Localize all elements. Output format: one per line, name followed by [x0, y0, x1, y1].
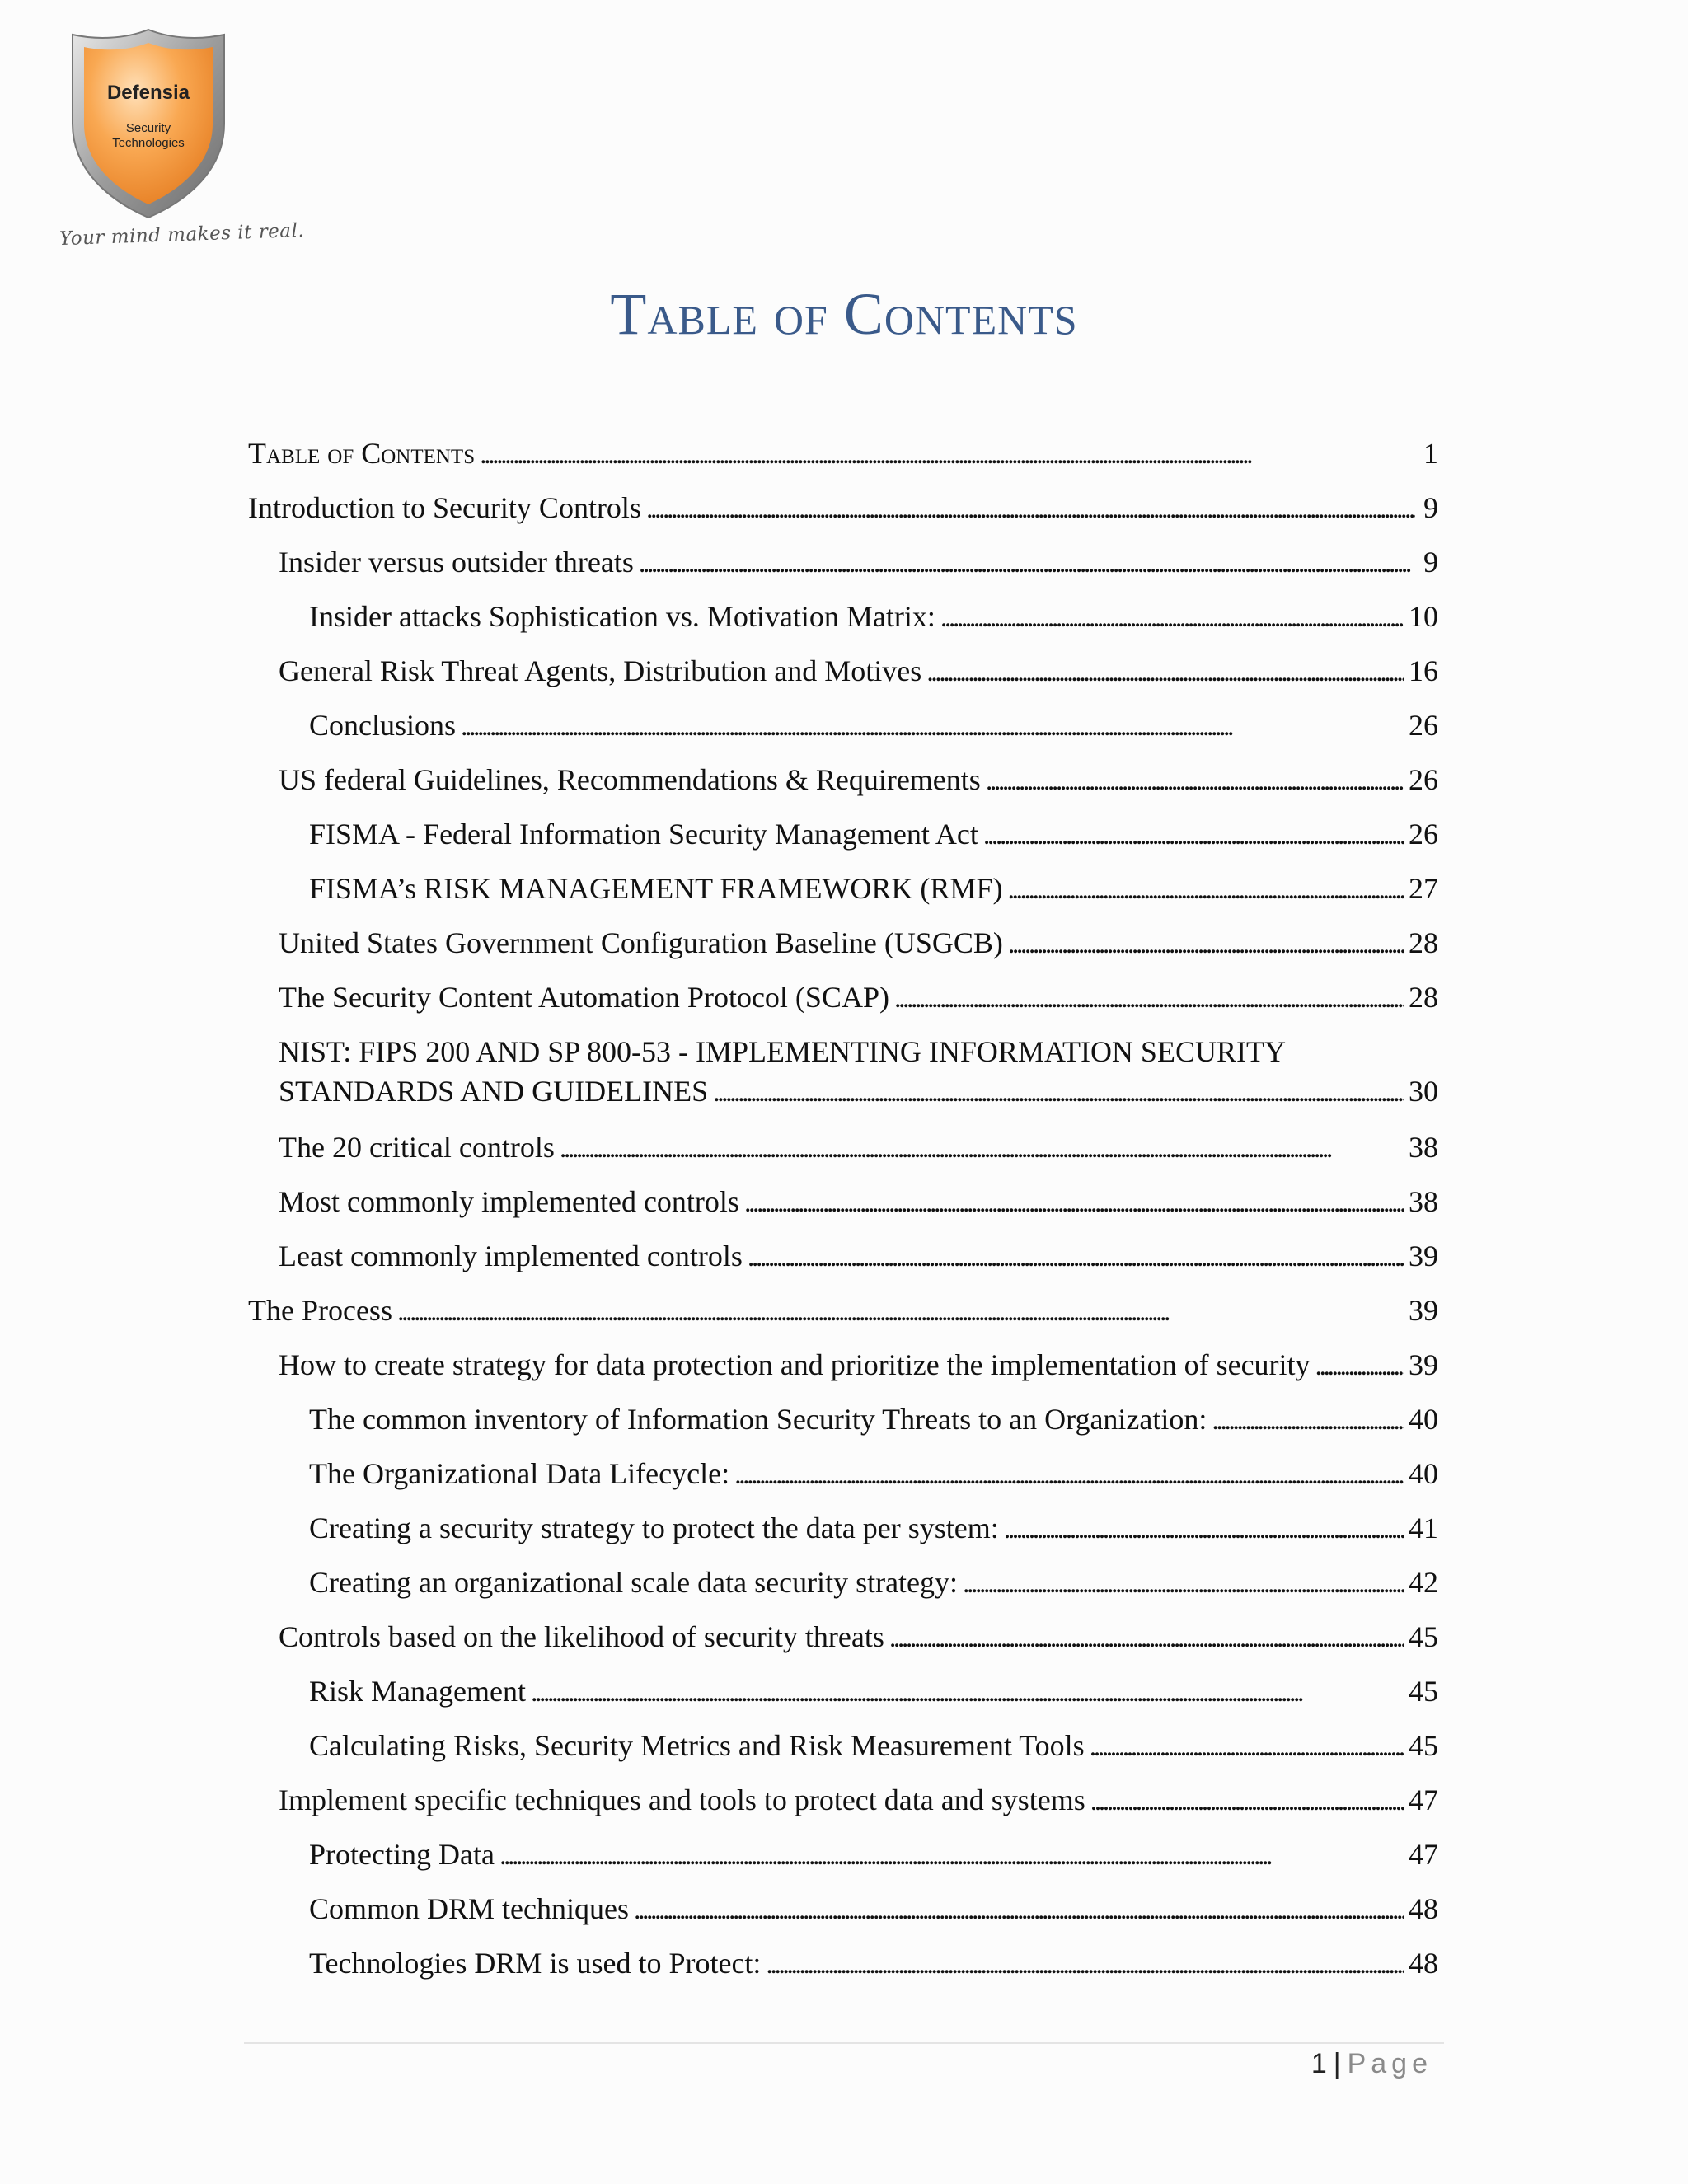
page-title: Table of Contents — [610, 281, 1078, 347]
shield-logo-icon — [49, 25, 247, 223]
toc-entry[interactable] — [248, 535, 1438, 589]
toc-entry[interactable] — [248, 752, 1438, 807]
toc-entry[interactable] — [248, 698, 1438, 752]
toc-entry[interactable] — [248, 1882, 1438, 1936]
toc-dot-leader — [766, 1936, 1404, 1992]
toc-page-number: 40 — [1409, 1403, 1438, 1436]
toc-entry[interactable] — [248, 1120, 1438, 1174]
toc-entry-title: Implement specific techniques and tools to protect data and systems — [279, 1783, 1085, 1816]
toc-dot-leader — [397, 1283, 1404, 1339]
toc-page-number: 26 — [1409, 763, 1438, 796]
toc-dot-leader — [1004, 1501, 1404, 1557]
toc-page-number: 41 — [1409, 1511, 1438, 1544]
toc-entry[interactable] — [248, 1555, 1438, 1610]
toc-dot-leader — [461, 698, 1404, 754]
toc-dot-leader — [926, 644, 1404, 700]
toc-page-number: 28 — [1409, 926, 1438, 959]
toc-entry-title: NIST: FIPS 200 AND SP 800-53 - IMPLEMENTING INFORMATION SECURITY — [279, 1035, 1286, 1068]
toc-entry-title: Table of Contents — [248, 437, 476, 470]
toc-dot-leader — [713, 1071, 1404, 1113]
toc-dot-leader — [499, 1827, 1404, 1883]
toc-entry-title: Creating an organizational scale data security strategy: — [309, 1566, 959, 1599]
toc-page-number: 10 — [1409, 600, 1438, 633]
logo-tagline: Your mind makes it real. — [59, 219, 305, 251]
toc-entry[interactable] — [248, 970, 1438, 1024]
toc-entry[interactable] — [248, 1024, 1438, 1120]
logo-sub2: Technologies — [112, 136, 185, 150]
toc-entry[interactable] — [248, 861, 1438, 916]
toc-dot-leader — [646, 480, 1415, 537]
toc-entry[interactable] — [248, 589, 1438, 644]
toc-entry[interactable] — [248, 807, 1438, 861]
toc-entry-title: The Security Content Automation Protocol (SCAP) — [279, 981, 889, 1014]
toc-page-number: 45 — [1409, 1620, 1438, 1653]
toc-dot-leader — [480, 426, 1415, 482]
toc-entry[interactable] — [248, 426, 1438, 480]
toc-dot-leader — [889, 1610, 1404, 1666]
toc-page-number: 42 — [1409, 1566, 1438, 1599]
toc-page-number: 16 — [1409, 654, 1438, 687]
toc-page-number: 9 — [1423, 491, 1438, 524]
toc-entry-title: How to create strategy for data protection and prioritize the implementation of security — [279, 1348, 1311, 1381]
toc-entry[interactable] — [248, 1283, 1438, 1338]
toc-entry-title: FISMA’s RISK MANAGEMENT FRAMEWORK (RMF) — [309, 872, 1003, 905]
footer-page-number: 1 — [1311, 2048, 1327, 2079]
toc-entry-line2 — [279, 1071, 1438, 1113]
toc-entry[interactable] — [248, 1773, 1438, 1827]
toc-dot-leader — [639, 535, 1415, 591]
toc-dot-leader — [744, 1174, 1404, 1230]
toc-entry-title: The 20 critical controls — [279, 1131, 555, 1164]
toc-entry[interactable] — [248, 1610, 1438, 1664]
logo-brand: Defensia — [106, 82, 190, 104]
page-footer — [1311, 2048, 1432, 2080]
toc-page-number: 48 — [1409, 1947, 1438, 1980]
toc-entry-title: Calculating Risks, Security Metrics and Risk Measurement Tools — [309, 1729, 1085, 1762]
toc-entry-title: Protecting Data — [309, 1838, 495, 1871]
toc-dot-leader — [531, 1664, 1404, 1720]
toc-dot-leader — [986, 752, 1404, 808]
toc-page-number: 26 — [1409, 709, 1438, 742]
toc-page-number: 28 — [1409, 981, 1438, 1014]
toc-page-number: 30 — [1409, 1075, 1438, 1108]
toc-entry[interactable] — [248, 480, 1438, 535]
footer-divider — [244, 2042, 1444, 2044]
toc-entry-title: Creating a security strategy to protect the data per system: — [309, 1511, 999, 1544]
toc-dot-leader — [940, 589, 1404, 645]
toc-entry[interactable] — [248, 1827, 1438, 1882]
toc-page-number: 1 — [1423, 437, 1438, 470]
toc-entry-title: Controls based on the likelihood of security threats — [279, 1620, 884, 1653]
toc-dot-leader — [894, 970, 1404, 1026]
toc-entry-title: The Process — [248, 1294, 392, 1327]
toc-entry-title: Insider versus outsider threats — [279, 546, 634, 579]
toc-page-number: 40 — [1409, 1457, 1438, 1490]
toc-entry-title: FISMA - Federal Information Security Management Act — [309, 818, 978, 851]
toc-page-number: 9 — [1423, 546, 1438, 579]
toc-entry-title: Technologies DRM is used to Protect: — [309, 1947, 762, 1980]
toc-entry-title: Most commonly implemented controls — [279, 1185, 739, 1218]
toc-entry-title: Insider attacks Sophistication vs. Motivation Matrix: — [309, 600, 935, 633]
toc-entry[interactable] — [248, 1501, 1438, 1555]
toc-entry[interactable] — [248, 1392, 1438, 1446]
company-logo — [49, 25, 247, 255]
toc-entry-title: Introduction to Security Controls — [248, 491, 641, 524]
toc-page-number: 47 — [1409, 1838, 1438, 1871]
toc-entry[interactable] — [248, 1174, 1438, 1229]
toc-entry-title: General Risk Threat Agents, Distribution and Motives — [279, 654, 922, 687]
toc-entry-title: Risk Management — [309, 1675, 526, 1708]
toc-dot-leader — [1090, 1773, 1404, 1829]
toc-entry[interactable] — [248, 1229, 1438, 1283]
toc-page-number: 38 — [1409, 1131, 1438, 1164]
toc-page-number: 39 — [1409, 1240, 1438, 1272]
toc-dot-leader — [734, 1446, 1404, 1502]
toc-page-number: 45 — [1409, 1729, 1438, 1762]
footer-page-label: Page — [1347, 2048, 1432, 2079]
toc-dot-leader — [1007, 861, 1404, 917]
toc-dot-leader — [560, 1120, 1404, 1176]
toc-page-number: 26 — [1409, 818, 1438, 851]
logo-sub1: Security — [125, 121, 171, 135]
toc-dot-leader — [748, 1229, 1404, 1285]
toc-page-number: 39 — [1409, 1294, 1438, 1327]
toc-entry[interactable] — [248, 1446, 1438, 1501]
footer-separator: | — [1333, 2048, 1341, 2079]
toc-dot-leader — [634, 1882, 1404, 1938]
toc-dot-leader — [983, 807, 1404, 863]
toc-entry-title: Conclusions — [309, 709, 457, 742]
toc-page-number: 39 — [1409, 1348, 1438, 1381]
toc-entry-title: US federal Guidelines, Recommendations & Requirements — [279, 763, 981, 796]
toc-page-number: 27 — [1409, 872, 1438, 905]
toc-entry-title: United States Government Configuration Baseline (USGCB) — [279, 926, 1003, 959]
toc-entry[interactable] — [248, 644, 1438, 698]
toc-entry[interactable] — [248, 1664, 1438, 1718]
toc-dot-leader — [1008, 916, 1404, 972]
toc-entry[interactable] — [248, 916, 1438, 970]
toc-dot-leader — [1315, 1338, 1404, 1394]
toc-entry-title: The common inventory of Information Security Threats to an Organization: — [309, 1403, 1207, 1436]
toc-dot-leader — [963, 1555, 1404, 1611]
toc-entry-title: The Organizational Data Lifecycle: — [309, 1457, 730, 1490]
toc-entry[interactable] — [248, 1338, 1438, 1392]
toc-dot-leader — [1212, 1392, 1404, 1448]
toc-page-number: 45 — [1409, 1675, 1438, 1708]
toc-entry-title-continued: STANDARDS AND GUIDELINES — [279, 1075, 709, 1108]
toc-page-number: 38 — [1409, 1185, 1438, 1218]
toc-entry[interactable] — [248, 1718, 1438, 1773]
toc-dot-leader — [1090, 1718, 1404, 1774]
toc-entry-title: Least commonly implemented controls — [279, 1240, 743, 1272]
toc-page-number: 47 — [1409, 1783, 1438, 1816]
toc-entry[interactable] — [248, 1936, 1438, 1990]
toc-entry-title: Common DRM techniques — [309, 1892, 629, 1925]
table-of-contents — [248, 426, 1438, 1990]
toc-page-number: 48 — [1409, 1892, 1438, 1925]
